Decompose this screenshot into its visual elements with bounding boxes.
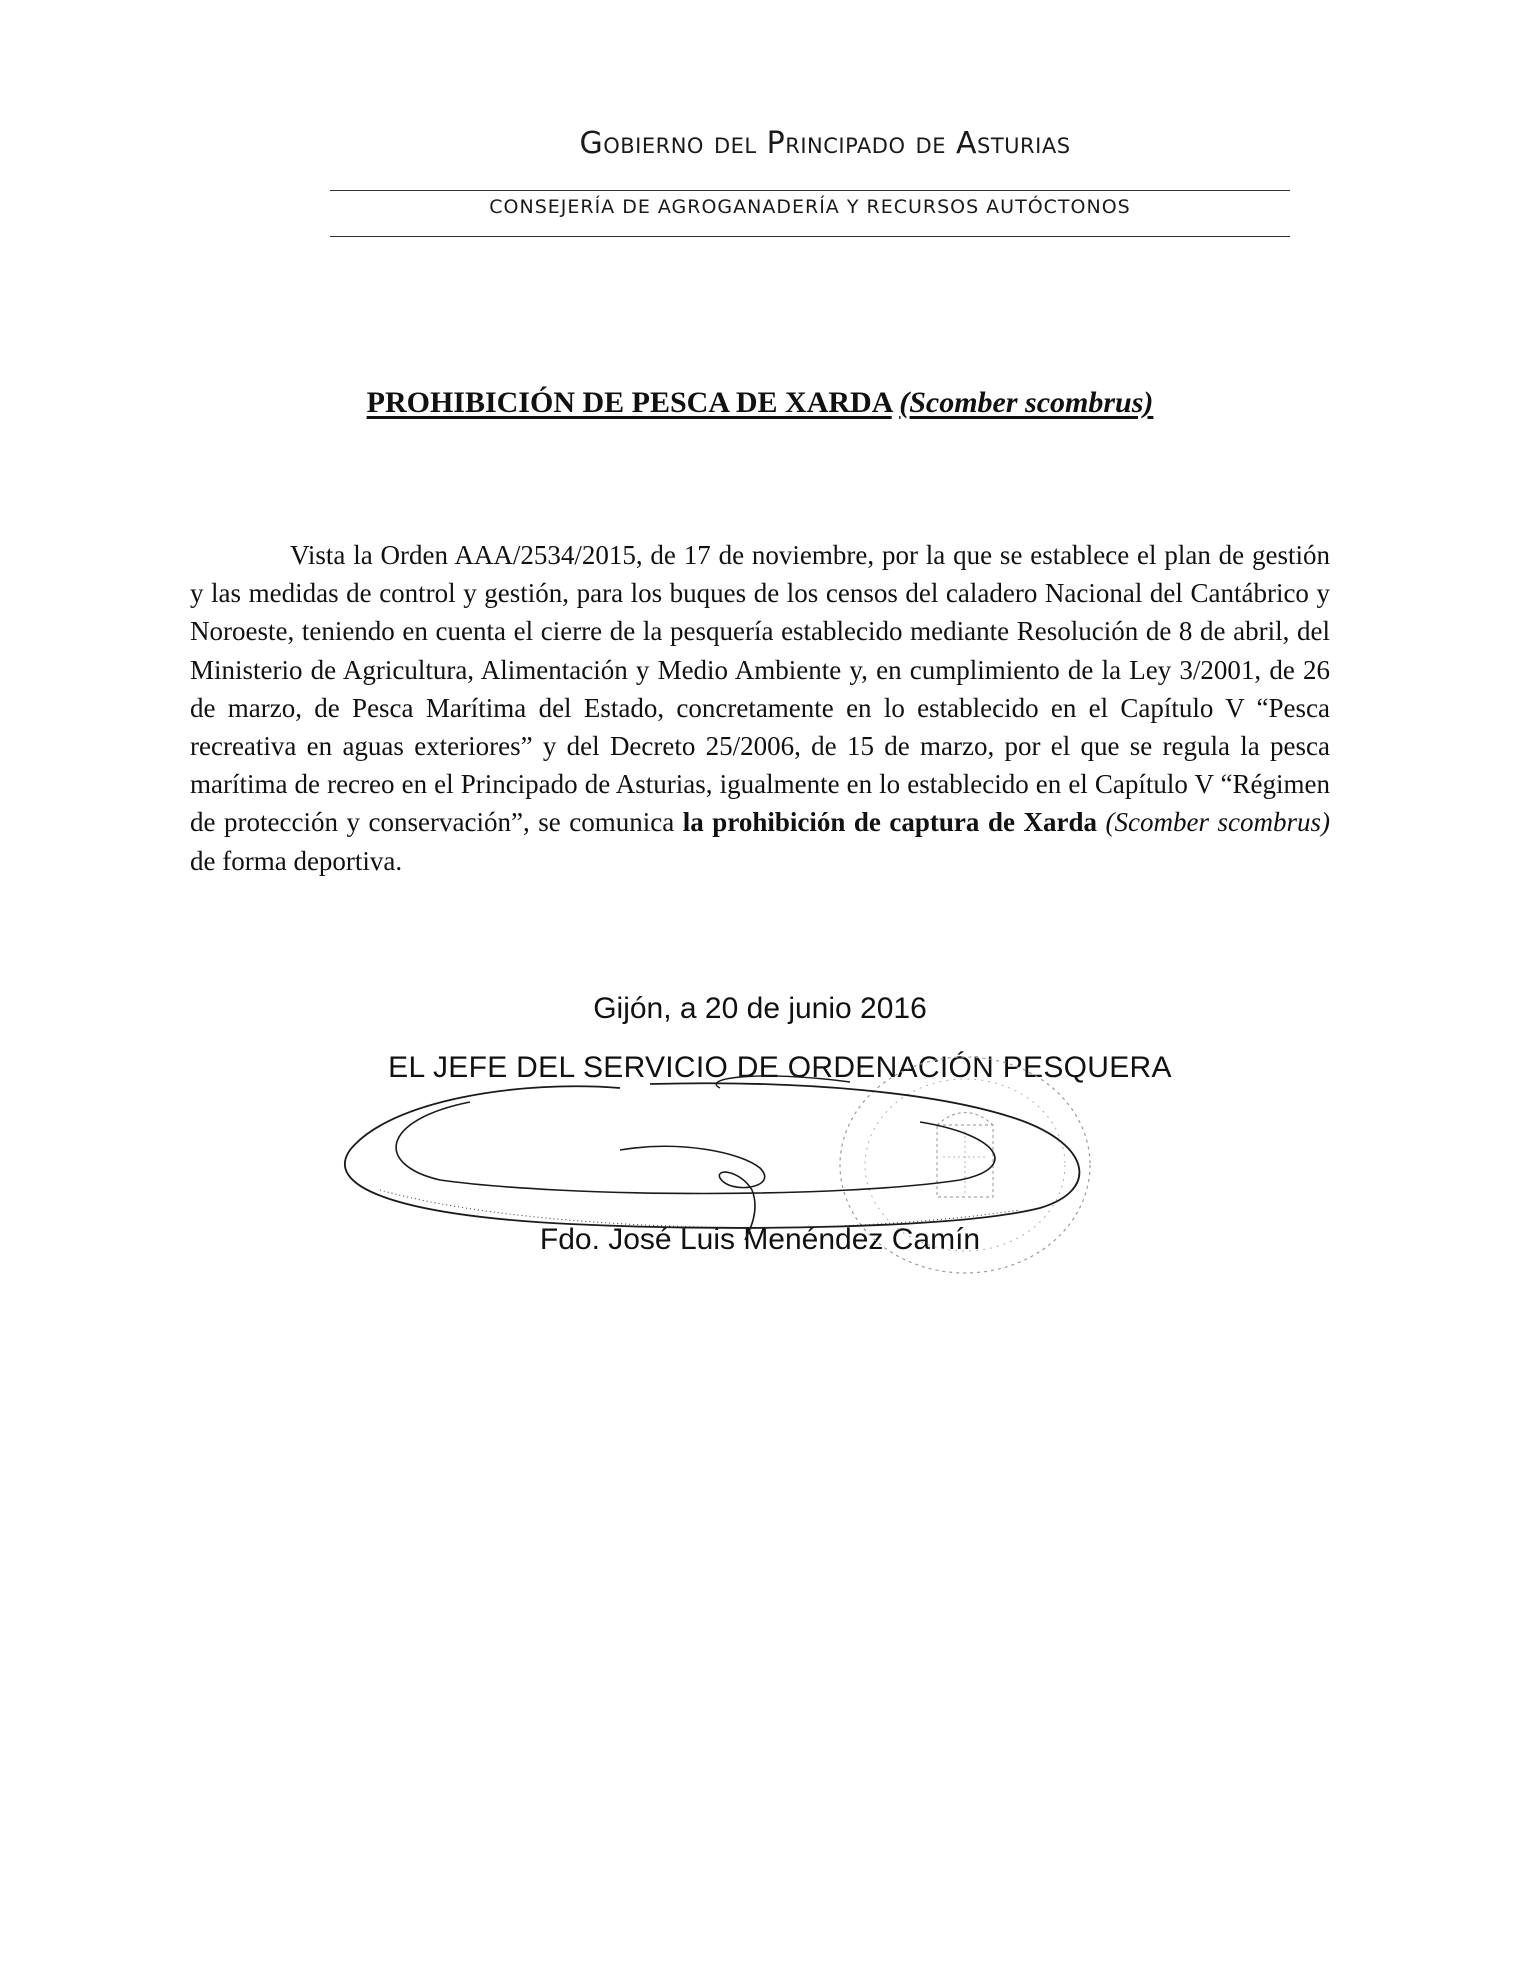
letterhead-government: Gobierno del Principado de Asturias bbox=[579, 126, 1071, 161]
body-text-italic: (Scomber scombrus) bbox=[1105, 807, 1331, 838]
body-text-main: Vista la Orden AAA/2534/2015, de 17 de noviembre, por la que se establece el plan de gestión y las medidas de control y gestión, para los buques de los censos del caladero Nacional del Cantábrico y Noroeste, teniendo en cuenta el cierre de la pesquería establecido mediante Resolución de 8 de abril, del Ministerio de Agricultura, Alimentación y Medio Ambiente y, en cumplimiento de la Ley 3/2001, de 26 de marzo, de Pesca Marítima del Estado, concretamente en lo establecido en el Capítulo V “Pesca recreativa en aguas exteriores” y del Decreto 25/2006, de 15 de marzo, por el que se regula la pesca marítima de recreo en el Principado de Asturias, igualmente en lo establecido en el Capítulo V “Régimen de protección y conservación”, se comunica bbox=[190, 540, 1330, 838]
letterhead-department: CONSEJERÍA DE AGROGANADERÍA Y RECURSOS AUTÓCTONOS bbox=[489, 196, 1131, 218]
body-text-bold: la prohibición de captura de Xarda bbox=[682, 807, 1097, 838]
handwritten-signature bbox=[320, 1040, 1220, 1300]
letterhead-rule-top bbox=[330, 190, 1290, 191]
title-scientific-name: (Scomber scombrus) bbox=[899, 386, 1154, 419]
signatory-role: EL JEFE DEL SERVICIO DE ORDENACIÓN PESQUERA bbox=[388, 1051, 1172, 1084]
letterhead-rule-bottom bbox=[330, 236, 1290, 237]
body-text-end: de forma deportiva. bbox=[190, 845, 403, 876]
body-paragraph bbox=[190, 536, 1330, 880]
place-date: Gijón, a 20 de junio 2016 bbox=[593, 992, 927, 1025]
document-title bbox=[190, 386, 1330, 420]
signatory-name: Fdo. José Luis Menéndez Camín bbox=[539, 1223, 981, 1256]
title-main: PROHIBICIÓN DE PESCA DE XARDA bbox=[366, 386, 892, 419]
